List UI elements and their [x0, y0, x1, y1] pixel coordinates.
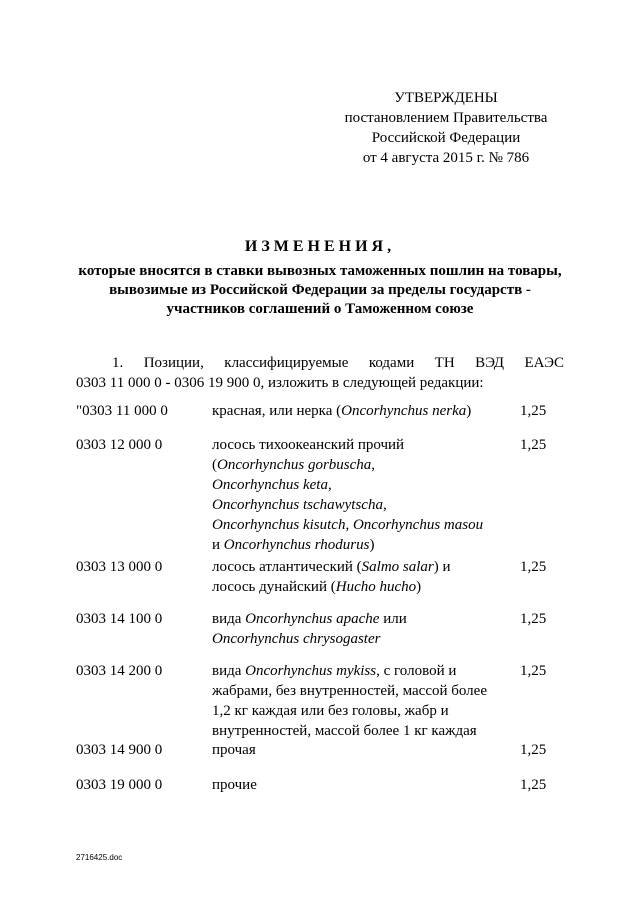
row-rate: 1,25 — [520, 437, 547, 453]
desc-text: , с головой и — [376, 663, 457, 679]
approval-line-2: Российской Федерации — [371, 130, 521, 146]
species-name: Oncorhynchus nerka — [341, 403, 467, 419]
subtitle-line-3: участников соглашений о Таможенном союзе — [166, 301, 474, 317]
row-rate: 1,25 — [520, 559, 547, 575]
row-code: "0303 11 000 0 — [76, 403, 168, 419]
species-name: Oncorhynchus chrysogaster — [212, 631, 381, 647]
species-name: Oncorhynchus rhodurus — [223, 537, 370, 553]
species-name: Oncorhynchus masou — [352, 517, 484, 533]
intro-word: ТН — [434, 355, 455, 371]
species-name: Oncorhynchus keta — [212, 477, 328, 493]
row-code: 0303 12 000 0 — [76, 437, 163, 453]
document-subtitle — [30, 262, 610, 319]
row-description — [212, 740, 494, 760]
row-description — [212, 661, 494, 741]
row-code: 0303 14 200 0 — [76, 663, 163, 679]
intro-word: 1. Позиции, — [112, 355, 204, 371]
row-rate: 1,25 — [520, 777, 547, 793]
desc-text: , — [382, 497, 387, 513]
desc-text: ) — [416, 579, 422, 595]
subtitle-line-2: вывозимые из Российской Федерации за пределы государств - — [109, 282, 531, 298]
row-description — [212, 557, 494, 597]
row-description — [212, 401, 494, 421]
species-name: Oncorhynchus gorbuscha — [217, 457, 372, 473]
species-name: Oncorhynchus tschawytscha — [212, 497, 383, 513]
approval-block — [336, 88, 556, 168]
desc-text: прочие — [212, 777, 257, 793]
species-name: Salmo salar — [361, 559, 434, 575]
desc-text: лосось атлантический ( — [212, 559, 362, 575]
approval-heading: УТВЕРЖДЕНЫ — [394, 90, 498, 106]
intro-paragraph — [76, 353, 564, 393]
desc-text: вида — [212, 663, 246, 679]
intro-word: ВЭД — [475, 355, 505, 371]
species-name: Hucho hucho — [335, 579, 417, 595]
desc-text: прочая — [212, 742, 256, 758]
row-rate: 1,25 — [520, 611, 547, 627]
desc-text: лосось тихоокеанский прочий — [212, 437, 405, 453]
intro-line-1 — [76, 353, 564, 373]
desc-text: ( — [212, 457, 217, 473]
desc-text: и — [212, 537, 224, 553]
desc-text: лосось дунайский ( — [212, 579, 336, 595]
row-rate: 1,25 — [520, 663, 547, 679]
desc-text: внутренностей, массой более 1 кг каждая — [212, 723, 477, 739]
intro-word: ЕАЭС — [524, 355, 564, 371]
file-name-footer: 2716425.doc — [76, 853, 123, 862]
row-rate: 1,25 — [520, 403, 547, 419]
row-description — [212, 435, 494, 555]
desc-text: или — [379, 611, 407, 627]
intro-line-2: 0303 11 000 0 - 0306 19 900 0, изложить в следующей редакции: — [76, 375, 484, 391]
row-rate: 1,25 — [520, 742, 547, 758]
desc-text: жабрами, без внутренностей, массой более — [212, 683, 487, 699]
row-description — [212, 775, 494, 795]
approval-line-1: постановлением Правительства — [344, 110, 548, 126]
approval-line-3: от 4 августа 2015 г. № 786 — [362, 150, 530, 166]
desc-text: вида — [212, 611, 246, 627]
desc-text: ) — [466, 403, 472, 419]
intro-word: кодами — [368, 355, 415, 371]
row-code: 0303 14 900 0 — [76, 742, 163, 758]
desc-text: красная, или нерка ( — [212, 403, 342, 419]
intro-word: классифицируемые — [224, 355, 349, 371]
row-code: 0303 19 000 0 — [76, 777, 163, 793]
desc-text: ) и — [433, 559, 451, 575]
document-title: ИЗМЕНЕНИЯ, — [244, 238, 396, 255]
subtitle-line-1: которые вносятся в ставки вывозных таможенных пошлин на товары, — [78, 263, 562, 279]
desc-text: , — [345, 517, 353, 533]
desc-text: 1,2 кг каждая или без головы, жабр и — [212, 703, 449, 719]
row-description — [212, 609, 494, 649]
species-name: Oncorhynchus kisutch — [212, 517, 346, 533]
desc-text: ) — [369, 537, 375, 553]
row-code: 0303 13 000 0 — [76, 559, 163, 575]
row-code: 0303 14 100 0 — [76, 611, 163, 627]
desc-text: , — [371, 457, 376, 473]
desc-text: , — [327, 477, 332, 493]
species-name: Oncorhynchus mykiss — [245, 663, 377, 679]
species-name: Oncorhynchus apache — [245, 611, 380, 627]
